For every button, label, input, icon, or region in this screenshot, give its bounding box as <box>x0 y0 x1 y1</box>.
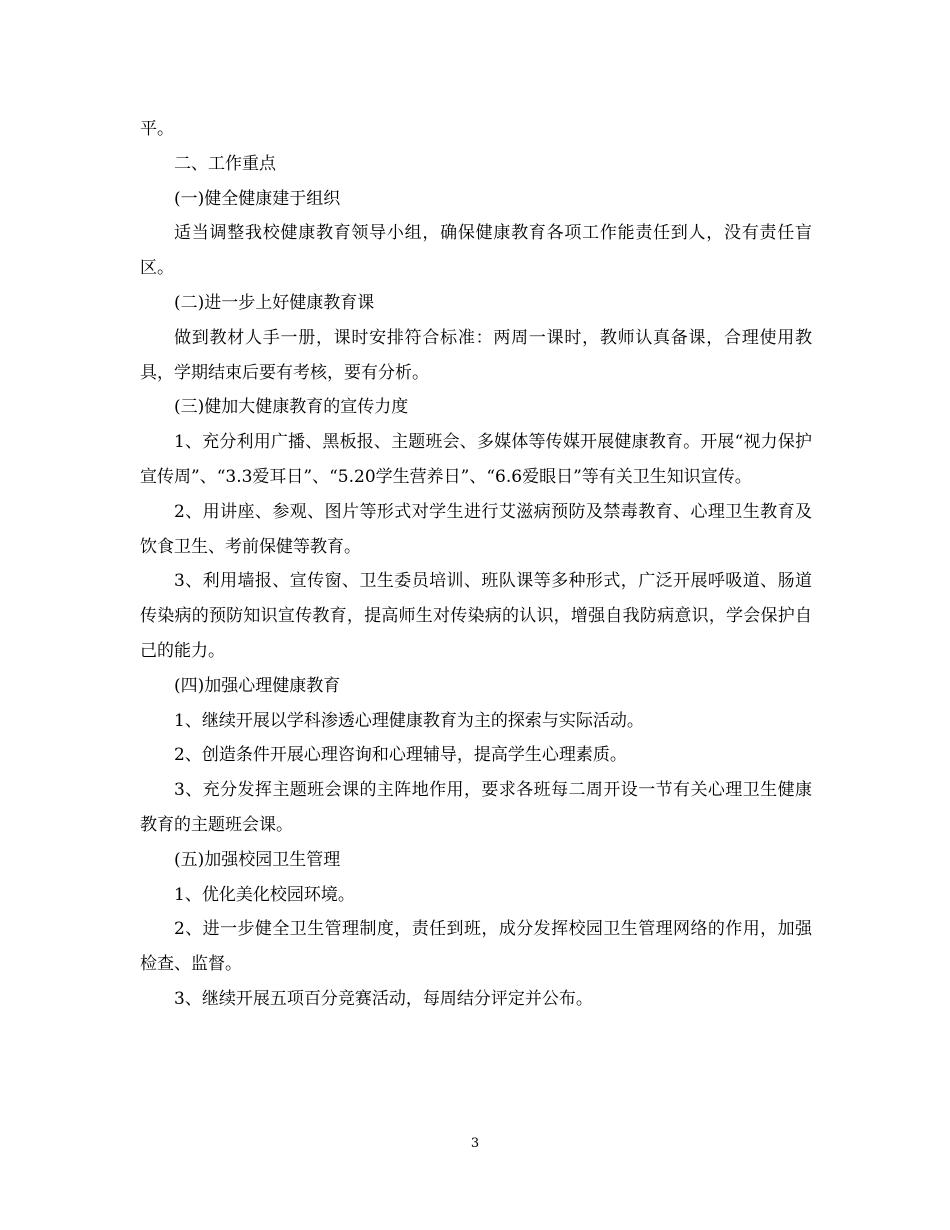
document-body <box>140 112 812 1017</box>
list-item: 3、继续开展五项百分竞赛活动，每周结分评定并公布。 <box>174 988 593 1009</box>
subsection-heading: (四)加强心理健康教育 <box>174 675 341 696</box>
subsection-heading: (五)加强校园卫生管理 <box>174 849 341 870</box>
list-item: 1、继续开展以学科渗透心理健康教育为主的探索与实际活动。 <box>174 710 644 731</box>
list-item: 2、用讲座、参观、图片等形式对学生进行艾滋病预防及禁毒教育、心理卫生教育及饮食卫生、考前保健等教育。 <box>140 501 812 557</box>
page-number: 3 <box>470 1136 480 1151</box>
section-heading: 二、工作重点 <box>174 153 276 174</box>
paragraph: 适当调整我校健康教育领导小组，确保健康教育各项工作能责任到人，没有责任盲区。 <box>140 223 812 279</box>
subsection-heading: (一)健全健康建于组织 <box>174 188 341 209</box>
list-item: 3、充分发挥主题班会课的主阵地作用，要求各班每二周开设一节有关心理卫生健康教育的主题班会课。 <box>140 780 812 835</box>
list-item: 1、优化美化校园环境。 <box>174 884 355 905</box>
subsection-heading: (三)健加大健康教育的宣传力度 <box>174 397 409 418</box>
list-item: 1、充分利用广播、黑板报、主题班会、多媒体等传媒开展健康教育。开展“视力保护宣传周”、“3.3爱耳日”、“5.20学生营养日”、“6.6爱眼日”等有关卫生知识宣传。 <box>140 432 812 487</box>
list-item: 2、创造条件开展心理咨询和心理辅导，提高学生心理素质。 <box>174 745 627 766</box>
list-item: 2、进一步健全卫生管理制度，责任到班，成分发挥校园卫生管理网络的作用，加强检查、监督。 <box>140 919 812 975</box>
paragraph-continuation: 平。 <box>140 119 174 139</box>
subsection-heading: (二)进一步上好健康教育课 <box>174 292 375 313</box>
paragraph: 做到教材人手一册，课时安排符合标准：两周一课时，教师认真备课，合理使用教具，学期结束后要有考核，要有分析。 <box>140 327 812 383</box>
list-item: 3、利用墙报、宣传窗、卫生委员培训、班队课等多种形式，广泛开展呼吸道、肠道传染病的预防知识宣传教育，提高师生对传染病的认识，增强自我防病意识，学会保护自己的能力。 <box>140 571 812 661</box>
